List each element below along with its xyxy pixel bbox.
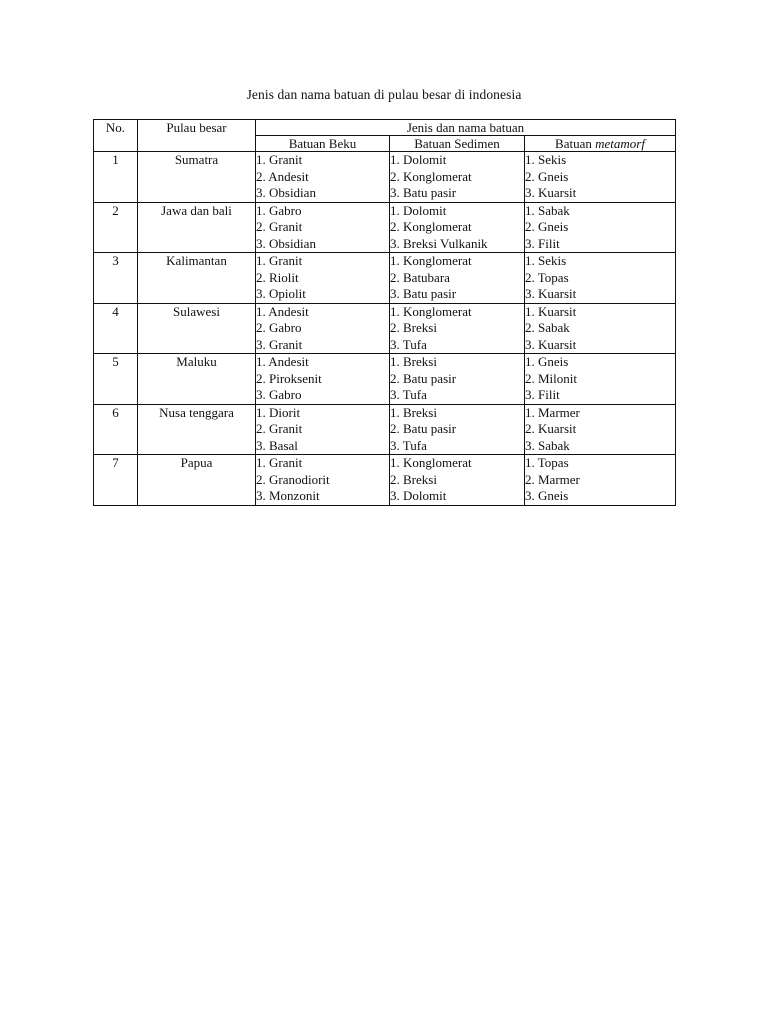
rock-item: 2. Marmer (525, 471, 580, 487)
cell-pulau: Sulawesi (138, 303, 256, 354)
cell-pulau: Papua (138, 455, 256, 506)
cell-no: 4 (94, 303, 138, 354)
rock-item: 1. Konglomerat (390, 253, 472, 268)
header-batuan-beku: Batuan Beku (256, 136, 390, 152)
table-row (94, 152, 676, 203)
cell-beku (256, 152, 390, 203)
header-no: No. (94, 120, 138, 152)
rock-item: 1. Breksi (390, 354, 437, 369)
cell-beku (256, 202, 390, 253)
cell-no: 5 (94, 354, 138, 405)
rock-item: 1. Andesit (256, 354, 309, 369)
cell-sedimen (390, 253, 525, 304)
table-row (94, 455, 676, 506)
cell-metamorf (525, 404, 676, 455)
rock-item: 1. Marmer (525, 404, 580, 420)
table-row (94, 404, 676, 455)
rock-item: 2. Piroksenit (256, 370, 322, 386)
rock-item: 2. Batu pasir (390, 370, 457, 386)
rock-item: 1. Dolomit (390, 152, 447, 167)
rock-item: 1. Granit (256, 253, 303, 268)
rock-item: 3. Breksi Vulkanik (390, 235, 488, 251)
cell-sedimen (390, 404, 525, 455)
rock-item: 1. Sabak (525, 202, 570, 218)
cell-metamorf (525, 253, 676, 304)
cell-metamorf (525, 202, 676, 253)
rock-item: 3. Obsidian (256, 185, 316, 200)
rock-item: 2. Sabak (525, 320, 570, 335)
cell-pulau: Maluku (138, 354, 256, 405)
rock-item: 3. Batu pasir (390, 185, 457, 200)
rock-item: 2. Gneis (525, 168, 569, 184)
rock-item: 3. Gabro (256, 387, 302, 402)
rock-types-table (93, 119, 676, 506)
header-batuan-sedimen: Batuan Sedimen (390, 136, 525, 152)
cell-beku (256, 354, 390, 405)
cell-no: 7 (94, 455, 138, 506)
rock-item: 3. Tufa (390, 387, 427, 402)
rock-item: 1. Breksi (390, 404, 437, 420)
rock-item: 1. Gabro (256, 202, 302, 218)
table-body (94, 152, 676, 506)
cell-metamorf (525, 455, 676, 506)
rock-item: 3. Kuarsit (525, 336, 577, 352)
rock-item: 2. Andesit (256, 168, 309, 184)
rock-item: 3. Obsidian (256, 235, 316, 251)
rock-item: 1. Konglomerat (390, 455, 472, 470)
cell-sedimen (390, 303, 525, 354)
cell-no: 6 (94, 404, 138, 455)
header-pulau-besar: Pulau besar (138, 120, 256, 152)
rock-item: 3. Filit (525, 235, 560, 251)
cell-no: 1 (94, 152, 138, 203)
header-batuan-metamorf (525, 136, 676, 152)
rock-item: 3. Granit (256, 336, 303, 352)
cell-sedimen (390, 152, 525, 203)
rock-item: 1. Topas (525, 455, 569, 470)
header-rock-group: Jenis dan nama batuan (256, 120, 676, 136)
rock-item: 3. Kuarsit (525, 185, 577, 200)
rock-item: 2. Breksi (390, 471, 437, 487)
rock-item: 3. Monzonit (256, 488, 320, 503)
rock-item: 2. Konglomerat (390, 168, 472, 184)
cell-beku (256, 455, 390, 506)
rock-item: 1. Kuarsit (525, 303, 577, 319)
cell-sedimen (390, 202, 525, 253)
table-row (94, 202, 676, 253)
rock-item: 3. Sabak (525, 437, 570, 453)
rock-item: 1. Granit (256, 455, 303, 470)
cell-metamorf (525, 303, 676, 354)
rock-item: 2. Batu pasir (390, 421, 457, 436)
rock-item: 2. Granit (256, 219, 303, 234)
rock-item: 1. Konglomerat (390, 303, 472, 319)
rock-item: 2. Batubara (390, 269, 450, 285)
cell-beku (256, 253, 390, 304)
rock-item: 2. Konglomerat (390, 219, 472, 234)
header-metamorf-prefix: Batuan (555, 136, 592, 151)
rock-item: 3. Filit (525, 387, 560, 402)
rock-item: 3. Tufa (390, 336, 427, 352)
rock-item: 2. Milonit (525, 370, 578, 386)
cell-sedimen (390, 354, 525, 405)
rock-item: 3. Tufa (390, 437, 427, 453)
cell-beku (256, 404, 390, 455)
table-row (94, 253, 676, 304)
rock-item: 2. Topas (525, 269, 569, 285)
cell-pulau: Jawa dan bali (138, 202, 256, 253)
rock-item: 2. Gabro (256, 320, 302, 335)
rock-item: 3. Basal (256, 437, 298, 453)
rock-item: 1. Andesit (256, 303, 309, 319)
rock-item: 2. Granit (256, 421, 303, 436)
rock-item: 1. Sekis (525, 152, 567, 167)
table-row (94, 354, 676, 405)
rock-item: 2. Riolit (256, 269, 299, 285)
rock-item: 1. Sekis (525, 253, 567, 268)
rock-item: 1. Dolomit (390, 202, 447, 218)
cell-metamorf (525, 152, 676, 203)
header-metamorf-italic: metamorf (595, 136, 645, 151)
cell-pulau: Kalimantan (138, 253, 256, 304)
cell-beku (256, 303, 390, 354)
rock-item: 2. Granodiorit (256, 471, 330, 487)
rock-item: 3. Kuarsit (525, 286, 577, 301)
cell-pulau: Nusa tenggara (138, 404, 256, 455)
cell-pulau: Sumatra (138, 152, 256, 203)
rock-item: 1. Granit (256, 152, 303, 167)
cell-no: 2 (94, 202, 138, 253)
cell-no: 3 (94, 253, 138, 304)
rock-item: 3. Dolomit (390, 488, 447, 503)
rock-item: 1. Gneis (525, 354, 569, 369)
rock-item: 3. Opiolit (256, 286, 306, 301)
page-title: Jenis dan nama batuan di pulau besar di indonesia (246, 87, 522, 102)
cell-sedimen (390, 455, 525, 506)
rock-item: 2. Gneis (525, 219, 569, 234)
cell-metamorf (525, 354, 676, 405)
table-row (94, 303, 676, 354)
rock-item: 3. Batu pasir (390, 286, 457, 301)
rock-item: 1. Diorit (256, 404, 301, 420)
rock-item: 2. Breksi (390, 320, 437, 335)
rock-item: 2. Kuarsit (525, 421, 577, 436)
rock-item: 3. Gneis (525, 488, 569, 503)
